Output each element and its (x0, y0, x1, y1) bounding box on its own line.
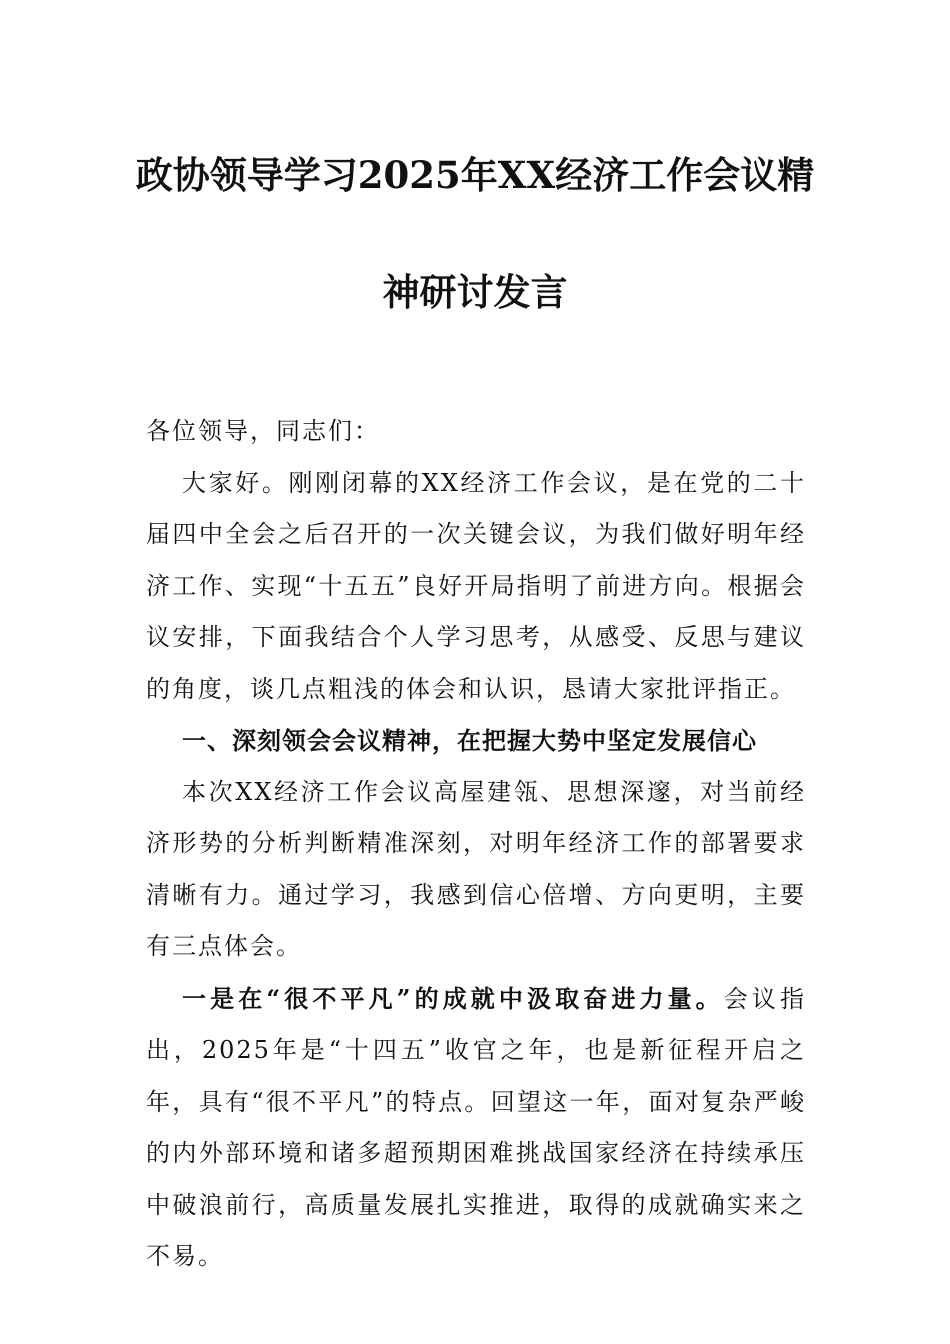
point1-text: 会议指出，2025年是“十四五”收官之年，也是新征程开启之年，具有“很不平凡”的特点。回望这一年，面对复杂严峻的内外部环境和诸多超预期困难挑战国家经济在持续承压中破浪前行，高质量发展扎实推进，取得的成就确实来之不易。 (146, 984, 806, 1270)
document-title-line-1: 政协领导学习2025年XX经济工作会议精 (135, 153, 815, 197)
section-heading-1: 一、深刻领会会议精神，在把握大势中坚定发展信心 (182, 726, 757, 755)
point1-lead: 一是在“很不平凡”的成就中汲取奋进力量。 (182, 983, 724, 1013)
document-body (146, 406, 806, 1283)
paragraph-section1: 本次XX经济工作会议高屋建瓴、思想深邃，对当前经济形势的分析判断精准深刻，对明年经济工作的部署要求清晰有力。通过学习，我感到信心倍增、方向更明，主要有三点体会。 (146, 777, 806, 960)
document-title-line-2: 神研讨发言 (382, 270, 568, 314)
paragraph-point1 (146, 973, 806, 1283)
paragraph-intro: 大家好。刚刚闭幕的XX经济工作会议，是在党的二十届四中全会之后召开的一次关键会议，为我们做好明年经济工作、实现“十五五”良好开局指明了前进方向。根据会议安排，下面我结合个人学习思考，从感受、反思与建议的角度，谈几点粗浅的体会和认识，恳请大家批评指正。 (146, 468, 806, 703)
salutation: 各位领导，同志们： (146, 417, 380, 445)
